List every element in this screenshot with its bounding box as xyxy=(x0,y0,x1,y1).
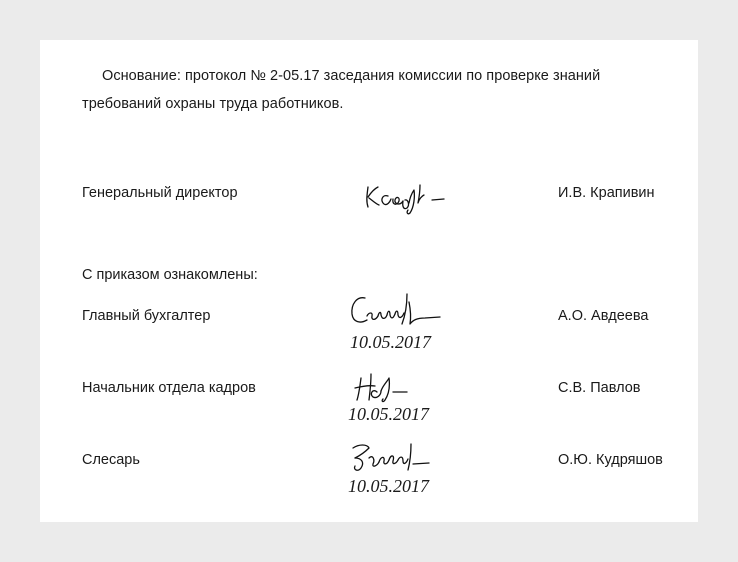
director-row xyxy=(40,185,698,225)
director-signature xyxy=(362,175,472,219)
signatory-signature xyxy=(345,436,455,480)
signatory-row xyxy=(40,308,698,352)
signatory-name: О.Ю. Кудряшов xyxy=(558,452,663,468)
director-name: И.В. Крапивин xyxy=(558,185,655,201)
signatory-role: Главный бухгалтер xyxy=(82,308,211,324)
signatory-date: 10.05.2017 xyxy=(350,332,431,352)
signatory-date: 10.05.2017 xyxy=(348,476,429,496)
document-page xyxy=(40,40,698,522)
signatory-name: А.О. Авдеева xyxy=(558,308,649,324)
basis-paragraph: Основание: протокол № 2-05.17 заседания комиссии по проверке знаний требований охраны труда работников. xyxy=(82,68,601,112)
acknowledgement-heading: С приказом ознакомлены: xyxy=(82,267,258,283)
signatory-signature xyxy=(345,290,455,334)
director-signature-drawing xyxy=(362,175,472,219)
signatory-signature-drawing xyxy=(345,436,455,480)
signatory-name: С.В. Павлов xyxy=(558,380,641,396)
signatory-row xyxy=(40,452,698,496)
signatory-date: 10.05.2017 xyxy=(348,404,429,424)
signatory-role: Слесарь xyxy=(82,452,140,468)
director-role: Генеральный директор xyxy=(82,185,238,201)
signatory-role: Начальник отдела кадров xyxy=(82,380,256,396)
signatory-signature-drawing xyxy=(345,290,455,334)
signatory-row xyxy=(40,380,698,424)
